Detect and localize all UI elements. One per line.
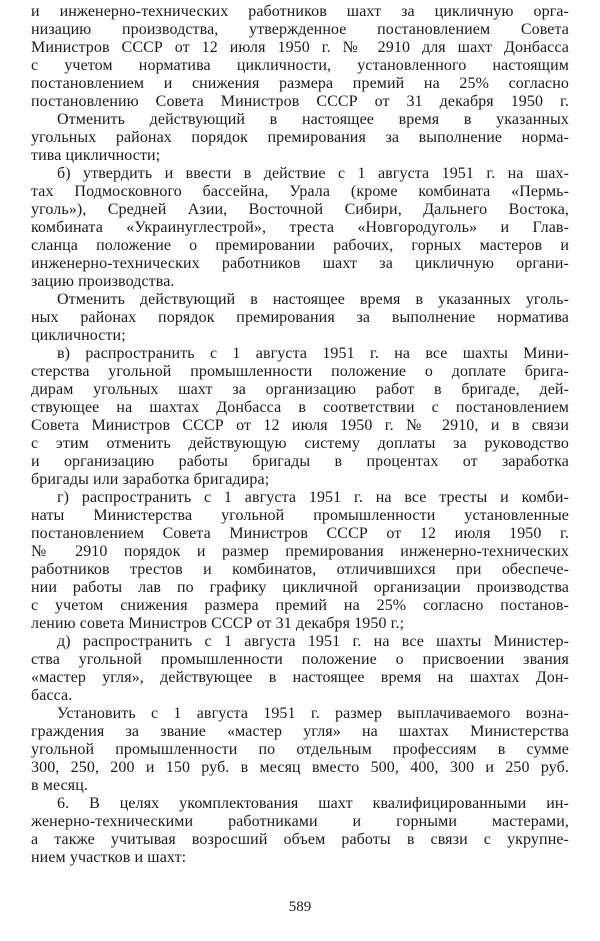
text-line: низацию производства, утвержденное постановлением Совета xyxy=(31,21,569,38)
paragraph xyxy=(31,633,569,705)
paragraph xyxy=(31,111,569,165)
text-line: постановлением Совета Министров СССР от 12 июля 1950 г. xyxy=(31,525,569,542)
document-body xyxy=(31,3,569,867)
text-line: нием участков и шахт: xyxy=(31,849,187,866)
text-line: а также учитывая возросший объем работы в связи с укрупне- xyxy=(31,831,569,848)
text-line: и инженерно-технических работников шахт за цикличную орга- xyxy=(31,3,569,20)
text-line: с учетом норматива цикличности, установленного настоящим xyxy=(31,57,569,74)
text-line: бригады или заработка бригадира; xyxy=(31,471,270,488)
text-line: нии работы лав по графику цикличной организации производства xyxy=(31,579,569,596)
text-line: Совета Министров СССР от 12 июля 1950 г. № 2910, и в связи xyxy=(31,417,569,434)
text-line: Установить с 1 августа 1951 г. размер выплачиваемого возна- xyxy=(57,705,569,722)
text-line: граждения за звание «мастер угля» на шахтах Министерства xyxy=(31,723,569,740)
text-line: г) распространить с 1 августа 1951 г. на все тресты и комби- xyxy=(57,489,569,506)
text-line: угольной промышленности по отдельным профессиям в сумме xyxy=(31,741,569,758)
text-line: женерно-техническими работниками и горными мастерами, xyxy=(31,813,569,830)
text-line: «мастер угля», действующее в настоящее время на шахтах Дон- xyxy=(31,669,569,686)
page-number: 589 xyxy=(288,899,312,915)
text-line: ных районах порядок премирования за выполнение норматива xyxy=(31,309,569,326)
text-line: и организацию работы бригады в процентах от заработка xyxy=(31,453,569,470)
text-line: стерства угольной промышленности положение о доплате брига- xyxy=(31,363,569,380)
paragraph xyxy=(31,705,569,795)
text-line: зацию производства. xyxy=(31,273,175,290)
text-line: ствующее на шахтах Донбасса в соответствии с постановлением xyxy=(31,399,569,416)
paragraph xyxy=(31,291,569,345)
text-line: работников трестов и комбинатов, отличившихся при обеспече- xyxy=(31,561,569,578)
text-line: наты Министерства угольной промышленности установленные xyxy=(31,507,569,524)
text-line: в) распространить с 1 августа 1951 г. на все шахты Мини- xyxy=(57,345,569,362)
text-line: 300, 250, 200 и 150 руб. в месяц вместо 500, 400, 300 и 250 руб. xyxy=(31,759,569,776)
paragraph xyxy=(31,489,569,633)
text-line: лению совета Министров СССР от 31 декабря 1950 г.; xyxy=(31,615,405,632)
text-line: басса. xyxy=(31,687,73,704)
text-line: 6. В целях укомплектования шахт квалифицированными ин- xyxy=(57,795,569,812)
text-line: цикличности; xyxy=(31,327,126,344)
text-line: дирам угольных шахт за организацию работ в бригаде, дей- xyxy=(31,381,569,398)
paragraph xyxy=(31,345,569,489)
text-line: Отменить действующий в настоящее время в указанных уголь- xyxy=(57,291,569,308)
text-line: инженерно-технических работников шахт за цикличную органи- xyxy=(31,255,569,272)
text-line: в месяц. xyxy=(31,777,89,794)
text-line: ства угольной промышленности положение о присвоении звания xyxy=(31,651,569,668)
text-line: тива цикличности; xyxy=(31,147,161,164)
text-line: с учетом снижения размера премий на 25% согласно постанов- xyxy=(31,597,569,614)
text-line: с этим отменить действующую систему доплаты за руководство xyxy=(31,435,569,452)
text-line: Министров СССР от 12 июля 1950 г. № 2910 для шахт Донбасса xyxy=(31,39,569,56)
text-line: комбината «Украинуглестрой», треста «Новгородуголь» и Глав- xyxy=(31,219,569,236)
text-line: угольных районах порядок премирования за выполнение норма- xyxy=(31,129,569,146)
text-line: д) распространить с 1 августа 1951 г. на все шахты Министер- xyxy=(57,633,569,650)
text-line: Отменить действующий в настоящее время в указанных xyxy=(57,111,569,128)
paragraph xyxy=(31,3,569,111)
text-line: постановлением и снижения размера премий на 25% согласно xyxy=(31,75,569,92)
text-line: б) утвердить и ввести в действие с 1 августа 1951 г. на шах- xyxy=(57,165,569,182)
text-line: постановлению Совета Министров СССР от 31 декабря 1950 г. xyxy=(31,93,569,110)
text-line: сланца положение о премировании рабочих, горных мастеров и xyxy=(31,237,569,254)
text-line: уголь»), Средней Азии, Восточной Сибири, Дальнего Востока, xyxy=(31,201,569,218)
text-line: № 2910 порядок и размер премирования инженерно-технических xyxy=(31,543,569,560)
text-line: тах Подмосковного бассейна, Урала (кроме комбината «Пермь- xyxy=(31,183,569,200)
paragraph xyxy=(31,795,569,867)
paragraph xyxy=(31,165,569,291)
